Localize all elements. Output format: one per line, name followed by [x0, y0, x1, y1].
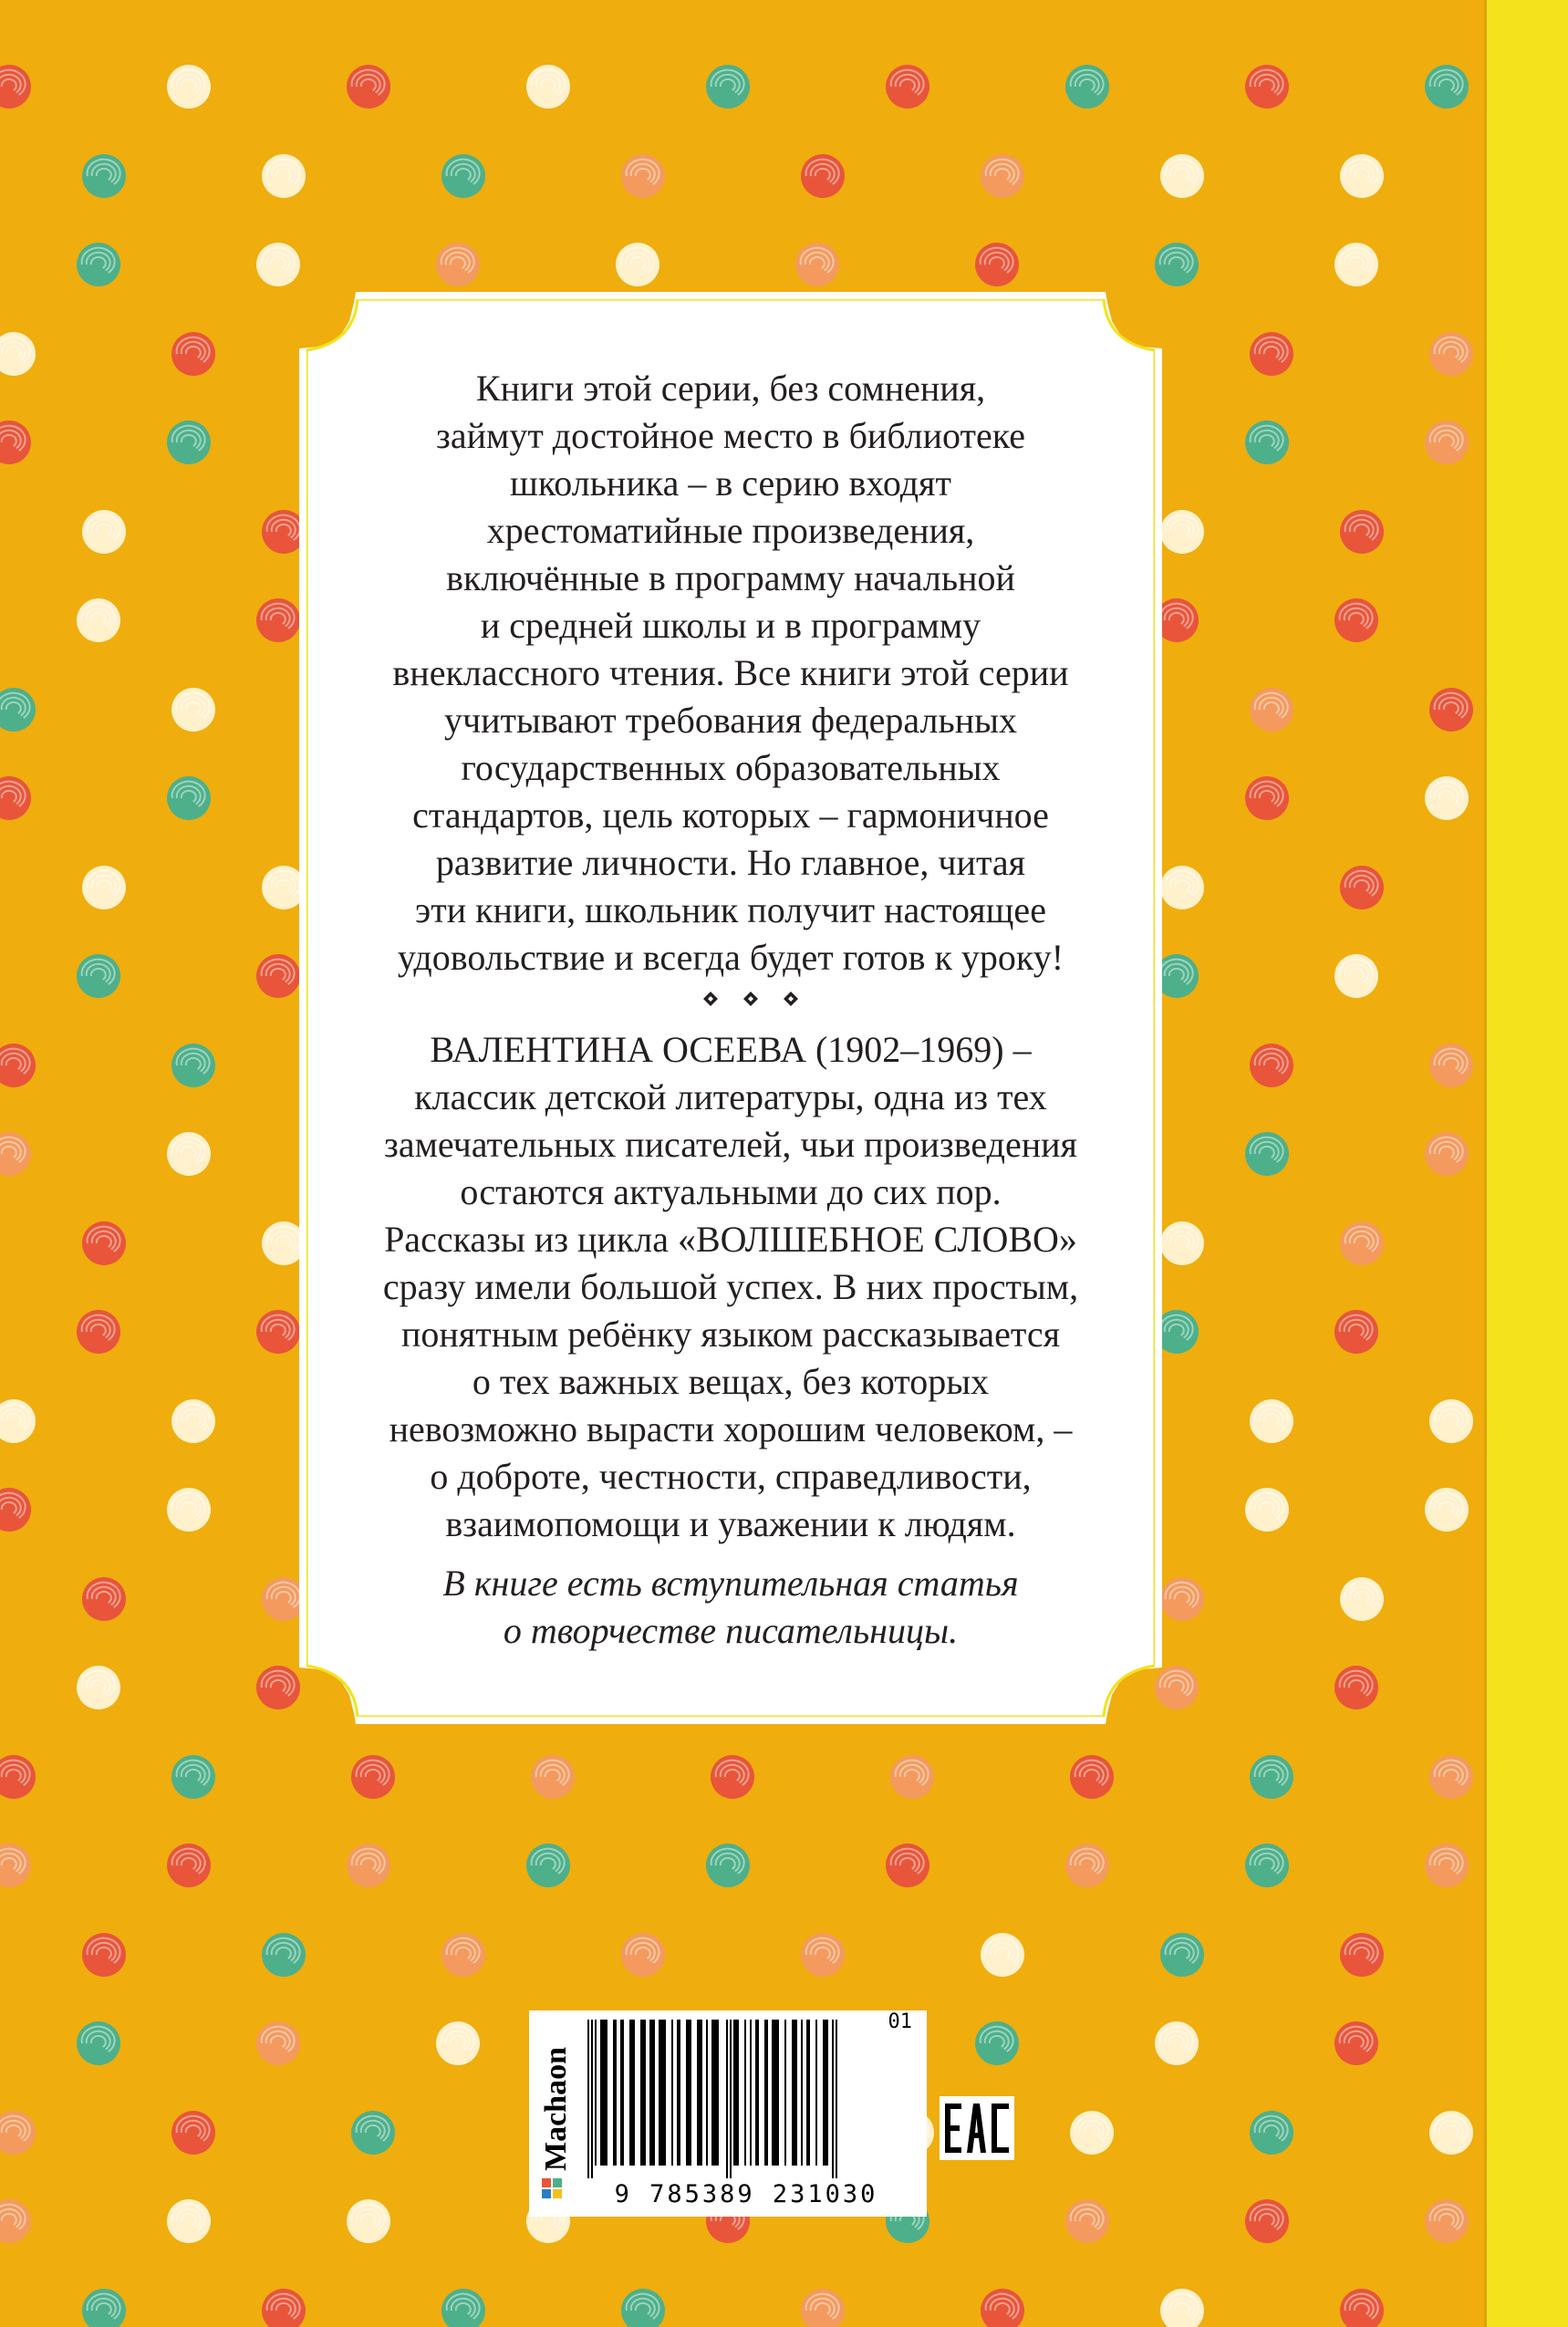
- barcode-bar: [750, 2020, 752, 2166]
- polka-dot: [171, 332, 215, 376]
- polka-dot: [706, 1844, 750, 1887]
- polka-dot: [77, 243, 120, 286]
- polka-dot: [1425, 421, 1469, 464]
- polka-dot: [981, 2289, 1024, 2327]
- polka-dot: [77, 954, 120, 998]
- polka-dot: [1425, 1132, 1469, 1176]
- barcode-bars: [582, 2020, 910, 2178]
- polka-dot: [1245, 1132, 1289, 1176]
- author-text-line: понятным ребёнку языком рассказывается: [401, 1314, 1060, 1355]
- polka-dot: [167, 1488, 211, 1532]
- polka-dot: [1425, 776, 1469, 820]
- publisher-logo-text: Machaon: [539, 2047, 573, 2171]
- polka-dot: [167, 1132, 211, 1176]
- barcode-bar: [629, 2020, 635, 2166]
- barcode-bar: [792, 2020, 797, 2166]
- polka-dot: [77, 1666, 120, 1709]
- series-text-line: государственных образовательных: [461, 747, 1001, 788]
- polka-dot: [975, 243, 1019, 286]
- series-text-line: хрестоматийные произведения,: [486, 510, 975, 551]
- polka-dot: [441, 154, 485, 198]
- polka-dot: [167, 1844, 211, 1887]
- series-text-line: развитие личности. Но главное, читая: [435, 842, 1026, 883]
- polka-dot: [0, 688, 36, 732]
- barcode-bar: [686, 2020, 691, 2166]
- polka-dot: [1250, 2111, 1293, 2155]
- polka-dot: [1250, 332, 1293, 376]
- polka-dot: [886, 65, 929, 109]
- diamond-icon: [701, 989, 721, 1009]
- series-text-line: школьника – в серию входят: [510, 462, 951, 504]
- polka-dot: [621, 1933, 665, 1977]
- polka-dot: [0, 1132, 31, 1176]
- polka-dot: [1250, 1044, 1293, 1087]
- polka-dot: [526, 1844, 570, 1887]
- author-text-line: остаются актуальными до сих пор.: [460, 1171, 1002, 1212]
- polka-dot: [171, 2111, 215, 2155]
- series-text-line: внеклассного чтения. Все книги этой серии: [392, 652, 1069, 693]
- polka-dot: [82, 1933, 126, 1977]
- polka-dot: [171, 1755, 215, 1799]
- polka-dot: [262, 1577, 306, 1621]
- polka-dot: [262, 154, 306, 198]
- series-description: [337, 365, 1124, 982]
- barcode-bar: [659, 2020, 666, 2166]
- barcode-bar: [649, 2020, 655, 2166]
- barcode-bar: [815, 2020, 817, 2166]
- diamond-icon: [741, 989, 761, 1009]
- barcode-bar: [595, 2020, 597, 2166]
- series-text-line: учитывают требования федеральных: [443, 700, 1018, 741]
- polka-dot: [1334, 954, 1378, 998]
- polka-dot: [1160, 866, 1204, 909]
- barcode-bar: [832, 2020, 834, 2178]
- polka-dot: [0, 65, 31, 109]
- polka-dot: [0, 421, 31, 464]
- polka-dot: [1250, 688, 1293, 732]
- author-text-line: замечательных писателей, чьи произведения: [384, 1124, 1077, 1165]
- series-text-line: и средней школы и в программу: [480, 605, 981, 646]
- polka-dot: [256, 243, 300, 286]
- polka-dot: [82, 154, 126, 198]
- polka-dot: [441, 1933, 485, 1977]
- polka-dot: [1155, 243, 1199, 286]
- polka-dot: [795, 243, 839, 286]
- polka-dot: [1340, 510, 1384, 554]
- polka-dot: [1340, 1933, 1384, 1977]
- polka-dot: [1070, 1755, 1114, 1799]
- section-divider: [701, 988, 801, 1010]
- polka-dot: [436, 243, 480, 286]
- polka-dot: [706, 65, 750, 109]
- polka-dot: [0, 776, 31, 820]
- polka-dot: [1245, 421, 1289, 464]
- polka-dot: [1429, 332, 1473, 376]
- barcode-bar: [836, 2020, 837, 2178]
- polka-dot: [256, 1666, 300, 1709]
- polka-dot: [1155, 1666, 1199, 1709]
- barcode-bar: [806, 2020, 810, 2166]
- book-spine: [1487, 0, 1568, 2327]
- polka-dot: [167, 65, 211, 109]
- barcode-label: [529, 2010, 927, 2217]
- polka-dot: [1425, 1844, 1469, 1887]
- polka-dot: [1160, 1933, 1204, 1977]
- polka-dot: [1340, 1577, 1384, 1621]
- polka-dot: [77, 1310, 120, 1354]
- polka-dot: [1160, 154, 1204, 198]
- polka-dot: [351, 1755, 395, 1799]
- polka-dot: [1065, 65, 1109, 109]
- polka-dot: [171, 1399, 215, 1443]
- barcode-number: 9 785389 231030: [614, 2180, 878, 2208]
- polka-dot: [711, 1755, 754, 1799]
- polka-dot: [1425, 2199, 1469, 2243]
- barcode-bar: [726, 2020, 728, 2178]
- barcode-bar: [640, 2020, 646, 2166]
- polka-dot: [975, 2021, 1019, 2065]
- polka-dot: [886, 1844, 929, 1887]
- polka-dot: [262, 510, 306, 554]
- polka-dot: [801, 154, 845, 198]
- polka-dot: [1425, 1488, 1469, 1532]
- polka-dot: [1160, 510, 1204, 554]
- polka-dot: [82, 866, 126, 909]
- intro-note-line: о творчестве писательницы.: [503, 1610, 959, 1651]
- author-text-line: невозможно вырасти хорошим человеком, –: [389, 1408, 1073, 1449]
- polka-dot: [0, 1044, 36, 1087]
- barcode-bar: [755, 2020, 759, 2166]
- polka-dot: [82, 1221, 126, 1265]
- barcode-addon: 01: [888, 2010, 912, 2033]
- barcode-bar: [613, 2020, 617, 2166]
- barcode-bar: [801, 2020, 803, 2166]
- barcode-bar: [823, 2020, 828, 2166]
- polka-dot: [1340, 2289, 1384, 2327]
- barcode-bar: [772, 2020, 779, 2166]
- barcode-bar: [784, 2020, 786, 2166]
- polka-dot: [1429, 1399, 1473, 1443]
- diamond-icon: [781, 989, 801, 1009]
- polka-dot: [1250, 1399, 1293, 1443]
- author-text-line: сразу имели большой успех. В них простым,: [382, 1266, 1079, 1307]
- intro-note-line: В книге есть вступительная статья: [442, 1563, 1019, 1604]
- polka-dot: [262, 866, 306, 909]
- polka-dot: [1429, 2111, 1473, 2155]
- polka-dot: [0, 1488, 31, 1532]
- polka-dot: [347, 1844, 390, 1887]
- barcode-bar: [711, 2020, 719, 2166]
- polka-dot: [981, 154, 1024, 198]
- polka-dot: [1155, 2021, 1199, 2065]
- polka-dot: [1245, 2199, 1289, 2243]
- polka-dot: [82, 1577, 126, 1621]
- polka-dot: [256, 1310, 300, 1354]
- polka-dot: [0, 1755, 36, 1799]
- polka-dot: [1429, 1044, 1473, 1087]
- polka-dot: [1250, 1755, 1293, 1799]
- barcode-bar: [600, 2020, 607, 2166]
- polka-dot: [171, 688, 215, 732]
- polka-dot: [262, 2289, 306, 2327]
- author-text-line: о тех важных вещах, без которых: [472, 1361, 990, 1402]
- polka-dot: [621, 154, 665, 198]
- author-text-line: о доброте, честности, справедливости,: [430, 1456, 1032, 1497]
- polka-dot: [171, 1044, 215, 1087]
- barcode-bar: [587, 2020, 589, 2178]
- polka-dot: [167, 421, 211, 464]
- polka-dot: [77, 598, 120, 642]
- polka-dot: [1334, 1666, 1378, 1709]
- polka-dot: [256, 954, 300, 998]
- polka-dot: [347, 2199, 390, 2243]
- series-text-line: эти книги, школьник получит настоящее: [415, 889, 1046, 930]
- polka-dot: [262, 1221, 306, 1265]
- polka-dot: [1245, 1488, 1289, 1532]
- polka-dot: [1334, 243, 1378, 286]
- publisher-logo-icon: [542, 2178, 562, 2198]
- barcode-bar: [744, 2020, 746, 2166]
- polka-dot: [0, 332, 36, 376]
- series-text-line: удовольствие и всегда будет готов к уроку!: [397, 937, 1064, 978]
- polka-dot: [1245, 776, 1289, 820]
- polka-dot: [1065, 1844, 1109, 1887]
- polka-dot: [1429, 688, 1473, 732]
- polka-dot: [1160, 1577, 1204, 1621]
- polka-dot: [981, 1933, 1024, 1977]
- barcode-bar: [671, 2020, 673, 2166]
- polka-dot: [616, 243, 659, 286]
- polka-dot: [1245, 65, 1289, 109]
- polka-dot: [526, 65, 570, 109]
- polka-dot: [347, 65, 390, 109]
- polka-dot: [262, 1933, 306, 1977]
- polka-dot: [621, 2289, 665, 2327]
- polka-dot: [1340, 154, 1384, 198]
- intro-note: [337, 1560, 1124, 1655]
- polka-dot: [1070, 2111, 1114, 2155]
- polka-dot: [256, 598, 300, 642]
- eac-icon: [940, 2096, 1014, 2160]
- barcode-bar: [764, 2020, 768, 2166]
- polka-dot: [0, 2111, 36, 2155]
- polka-dot: [531, 1755, 575, 1799]
- polka-dot: [1334, 598, 1378, 642]
- polka-dot: [167, 776, 211, 820]
- series-text-line: Книги этой серии, без сомнения,: [475, 368, 986, 409]
- barcode-bar: [591, 2020, 593, 2178]
- polka-dot: [1425, 65, 1469, 109]
- polka-dot: [167, 2199, 211, 2243]
- polka-dot: [801, 1933, 845, 1977]
- author-description: [337, 1026, 1124, 1548]
- polka-dot: [77, 2021, 120, 2065]
- barcode-bar: [677, 2020, 680, 2166]
- polka-dot: [890, 1755, 934, 1799]
- polka-dot: [1065, 2199, 1109, 2243]
- polka-dot: [1160, 1221, 1204, 1265]
- polka-dot: [801, 2289, 845, 2327]
- series-text-line: займут достойное место в библиотеке: [436, 415, 1025, 456]
- author-text-line: классик детской литературы, одна из тех: [414, 1076, 1047, 1117]
- polka-dot: [82, 510, 126, 554]
- polka-dot: [1245, 1844, 1289, 1887]
- barcode-bar: [620, 2020, 624, 2166]
- publisher-logo: [531, 2018, 578, 2209]
- polka-dot: [1334, 1310, 1378, 1354]
- barcode-bar: [697, 2020, 702, 2166]
- polka-dot: [1160, 2289, 1204, 2327]
- author-text-line: Рассказы из цикла «ВОЛШЕБНОЕ СЛОВО»: [384, 1219, 1077, 1260]
- polka-dot: [1340, 866, 1384, 909]
- series-text-line: стандартов, цель которых – гармоничное: [412, 795, 1049, 836]
- barcode-bar: [706, 2020, 708, 2166]
- polka-dot: [441, 2289, 485, 2327]
- polka-dot: [0, 2199, 31, 2243]
- author-text-line: ВАЛЕНТИНА ОСЕЕВА (1902–1969) –: [430, 1029, 1032, 1070]
- polka-dot: [82, 2289, 126, 2327]
- author-text-line: взаимопомощи и уважении к людям.: [445, 1503, 1016, 1544]
- barcode-bar: [730, 2020, 732, 2178]
- series-text-line: включённые в программу начальной: [446, 557, 1015, 598]
- polka-dot: [1340, 1221, 1384, 1265]
- polka-dot: [1429, 1755, 1473, 1799]
- polka-dot: [0, 1844, 31, 1887]
- polka-dot: [256, 2021, 300, 2065]
- barcode-bar: [733, 2020, 739, 2166]
- polka-dot: [436, 2021, 480, 2065]
- polka-dot: [0, 1399, 36, 1443]
- polka-dot: [1334, 2021, 1378, 2065]
- polka-dot: [351, 2111, 395, 2155]
